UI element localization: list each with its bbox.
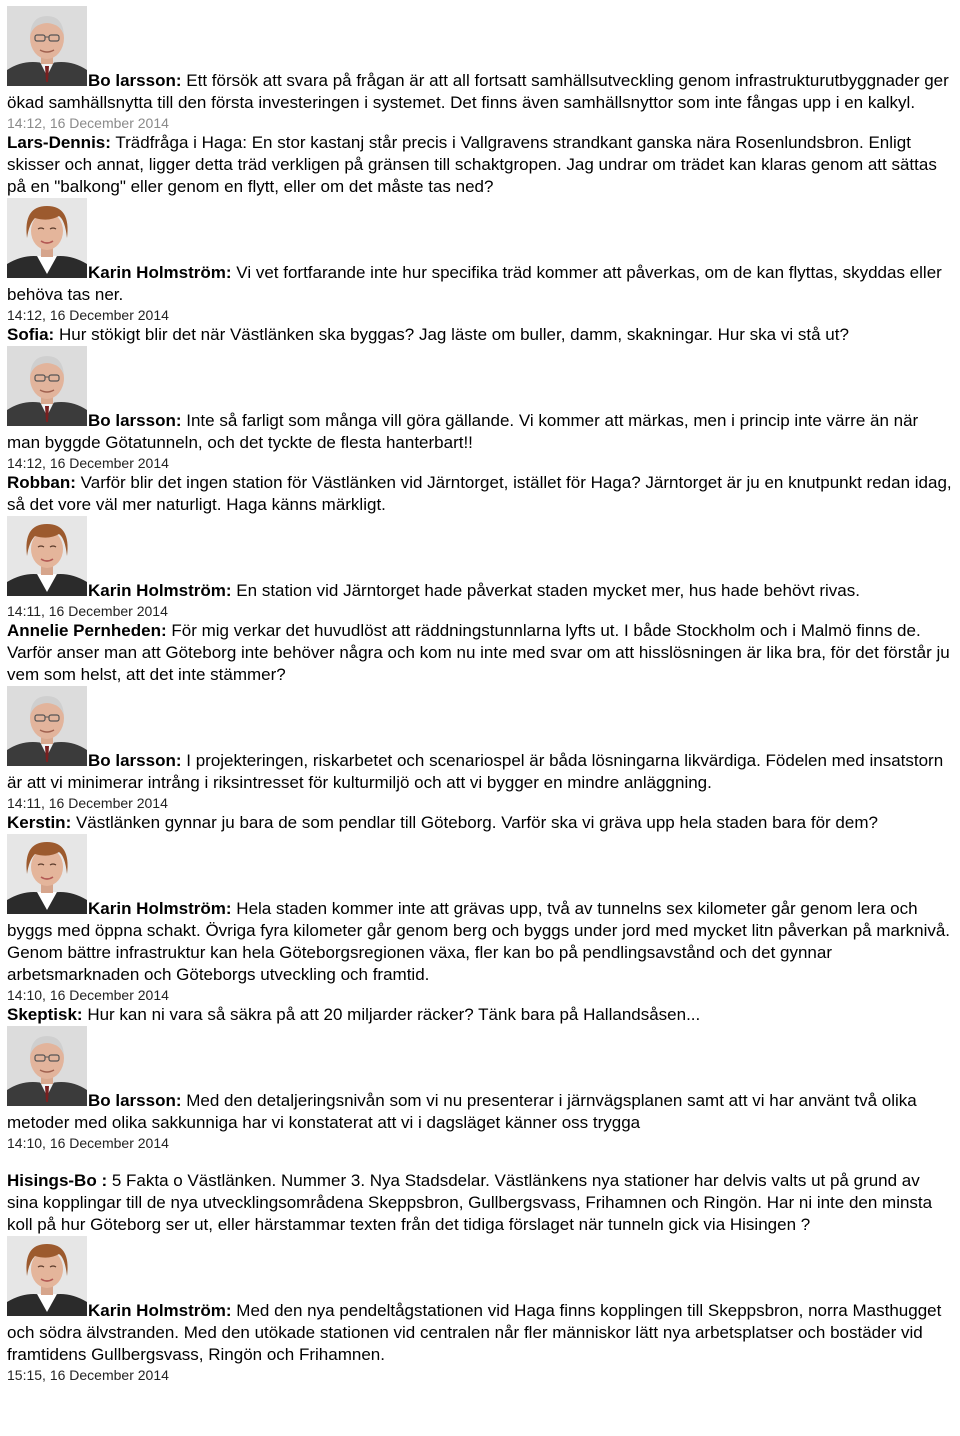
author-name: Hisings-Bo : — [7, 1171, 108, 1190]
timestamp: 14:12, 16 December 2014 — [7, 455, 169, 471]
message-text: 5 Fakta o Västlänken. Nummer 3. Nya Stadsdelar. Västlänkens nya stationer har delvis valts ut på grund av sina kopplingar till de nya utvecklingsområdena Skeppsbron, Gullbergsvass, Frihamnen och Ringön. Har ni inte den minsta koll på hur Göteborg ser ut, eller härstammar texten från det tidiga förslaget när tunneln gick via Hisingen ? — [7, 1171, 933, 1234]
author-name: Annelie Pernheden: — [7, 621, 167, 640]
author-name: Skeptisk: — [7, 1005, 83, 1024]
message-text: Med den detaljeringsnivån som vi nu presenterar i järnvägsplanen samt att vi har använt två olika metoder med olika sakkunniga har vi konstaterat att vi i dagsläget känner oss trygga — [7, 1091, 917, 1132]
question-entry — [7, 1170, 952, 1236]
author-name: Bo larsson: — [88, 1091, 182, 1110]
question-text — [7, 1170, 952, 1236]
author-name: Bo larsson: — [88, 71, 182, 90]
answer-text — [7, 1026, 952, 1134]
answer-text — [7, 1236, 952, 1366]
avatar-karin-holmstrom — [7, 834, 87, 914]
answer-entry — [7, 516, 952, 620]
question-entry — [7, 472, 952, 516]
author-name: Bo larsson: — [88, 411, 182, 430]
author-name: Karin Holmström: — [88, 1301, 232, 1320]
message-text: Med den nya pendeltågstationen vid Haga finns kopplingen till Skeppsbron, norra Masthugget och södra älvstranden. Med den utökade stationen vid centralen når fler människor lätt nya arbetsplatser och bostäder vid framtidens Gullbergsvass, Ringön och Frihamnen. — [7, 1301, 942, 1364]
answer-text — [7, 834, 952, 986]
question-entry — [7, 620, 952, 686]
question-text — [7, 132, 952, 198]
answer-entry — [7, 834, 952, 1004]
avatar-karin-holmstrom — [7, 1236, 87, 1316]
question-text — [7, 472, 952, 516]
answer-text — [7, 6, 952, 114]
avatar-karin-holmstrom — [7, 516, 87, 596]
message-text: Inte så farligt som många vill göra gällande. Vi kommer att märkas, men i princip inte värre än när man byggde Götatunneln, och det tyckte de flesta hanterbart!! — [7, 411, 919, 452]
question-text — [7, 620, 952, 686]
avatar-bo-larsson — [7, 346, 87, 426]
message-text: Hur kan ni vara så säkra på att 20 miljarder räcker? Tänk bara på Hallandsåsen... — [82, 1005, 701, 1024]
timestamp: 14:12, 16 December 2014 — [7, 115, 169, 131]
question-text — [7, 1004, 952, 1026]
question-text — [7, 324, 952, 346]
author-name: Bo larsson: — [88, 751, 182, 770]
answer-entry — [7, 6, 952, 132]
question-entry — [7, 132, 952, 198]
avatar-karin-holmstrom — [7, 198, 87, 278]
message-text: I projekteringen, riskarbetet och scenariospel är båda lösningarna likvärdiga. Födelen med insatstorn är att vi minimerar intrång i riksintresset för kulturmiljö och att vi bygger en mindre anläggning. — [7, 751, 944, 792]
question-entry — [7, 1004, 952, 1026]
answer-entry — [7, 1236, 952, 1384]
avatar-bo-larsson — [7, 686, 87, 766]
message-text: Ett försök att svara på frågan är att all fortsatt samhällsutveckling genom infrastrukturutbyggnader ger ökad samhällsnytta till den första investeringen i systemet. Det finns även samhällsnyttor som inte fångas upp i en kalkyl. — [7, 71, 949, 112]
timestamp: 14:10, 16 December 2014 — [7, 987, 169, 1003]
message-text: Varför blir det ingen station för Västlänken vid Järntorget, istället för Haga? Järntorget är ju en knutpunkt redan idag, så det vore väl mer naturligt. Haga känns märkligt. — [7, 473, 952, 514]
author-name: Karin Holmström: — [88, 263, 232, 282]
answer-entry — [7, 346, 952, 472]
message-text: För mig verkar det huvudlöst att räddningstunnlarna lyfts ut. I både Stockholm och i Malmö finns de. Varför anser man att Göteborg inte behöver några och kom nu inte med svar om att hisslösningen är lika bra, för det förstår ju vem som helst, att det inte stämmer? — [7, 621, 950, 684]
answer-entry — [7, 686, 952, 812]
author-name: Lars-Dennis: — [7, 133, 111, 152]
author-name: Karin Holmström: — [88, 899, 232, 918]
timestamp: 14:11, 16 December 2014 — [7, 603, 168, 619]
answer-text — [7, 346, 952, 454]
timestamp: 14:10, 16 December 2014 — [7, 1135, 169, 1151]
timestamp: 14:12, 16 December 2014 — [7, 307, 169, 323]
message-text: Vi vet fortfarande inte hur specifika träd kommer att påverkas, om de kan flyttas, skyddas eller behöva tas ner. — [7, 263, 942, 304]
answer-text — [7, 516, 952, 602]
question-text — [7, 812, 952, 834]
answer-entry — [7, 198, 952, 324]
avatar-bo-larsson — [7, 1026, 87, 1106]
question-entry — [7, 812, 952, 834]
timestamp: 14:11, 16 December 2014 — [7, 795, 168, 811]
question-entry — [7, 324, 952, 346]
message-text: Trädfråga i Haga: En stor kastanj står precis i Vallgravens strandkant ganska nära Rosenlundsbron. Enligt skisser och annat, ligger detta träd verkligen på gränsen till schaktgropen. Jag undrar om trädet kan klaras genom att sättas på en "balkong" eller genom en flytt, eller om det måste tas ned? — [7, 133, 937, 196]
message-text: En station vid Järntorget hade påverkat staden mycket mer, hus hade behövt rivas. — [231, 581, 860, 600]
message-text: Hela staden kommer inte att grävas upp, två av tunnelns sex kilometer går genom lera och byggs med öppna schakt. Övriga fyra kilometer går genom berg och byggs under jord med mycket litn påverkan på marknivå. Genom bättre infrastruktur kan hela Göteborgsregionen växa, fler kan bo på pendlingsavstånd och det gynnar arbetsmarknaden och Göteborgs utveckling och framtid. — [7, 899, 951, 984]
author-name: Karin Holmström: — [88, 581, 232, 600]
author-name: Kerstin: — [7, 813, 72, 832]
message-text: Hur stökigt blir det när Västlänken ska byggas? Jag läste om buller, damm, skakningar. Hur ska vi stå ut? — [54, 325, 849, 344]
author-name: Robban: — [7, 473, 76, 492]
message-text: Västlänken gynnar ju bara de som pendlar till Göteborg. Varför ska vi gräva upp hela staden bara för dem? — [71, 813, 878, 832]
answer-text — [7, 198, 952, 306]
author-name: Sofia: — [7, 325, 55, 344]
answer-entry — [7, 1026, 952, 1152]
answer-text — [7, 686, 952, 794]
timestamp: 15:15, 16 December 2014 — [7, 1367, 169, 1383]
avatar-bo-larsson — [7, 6, 87, 86]
